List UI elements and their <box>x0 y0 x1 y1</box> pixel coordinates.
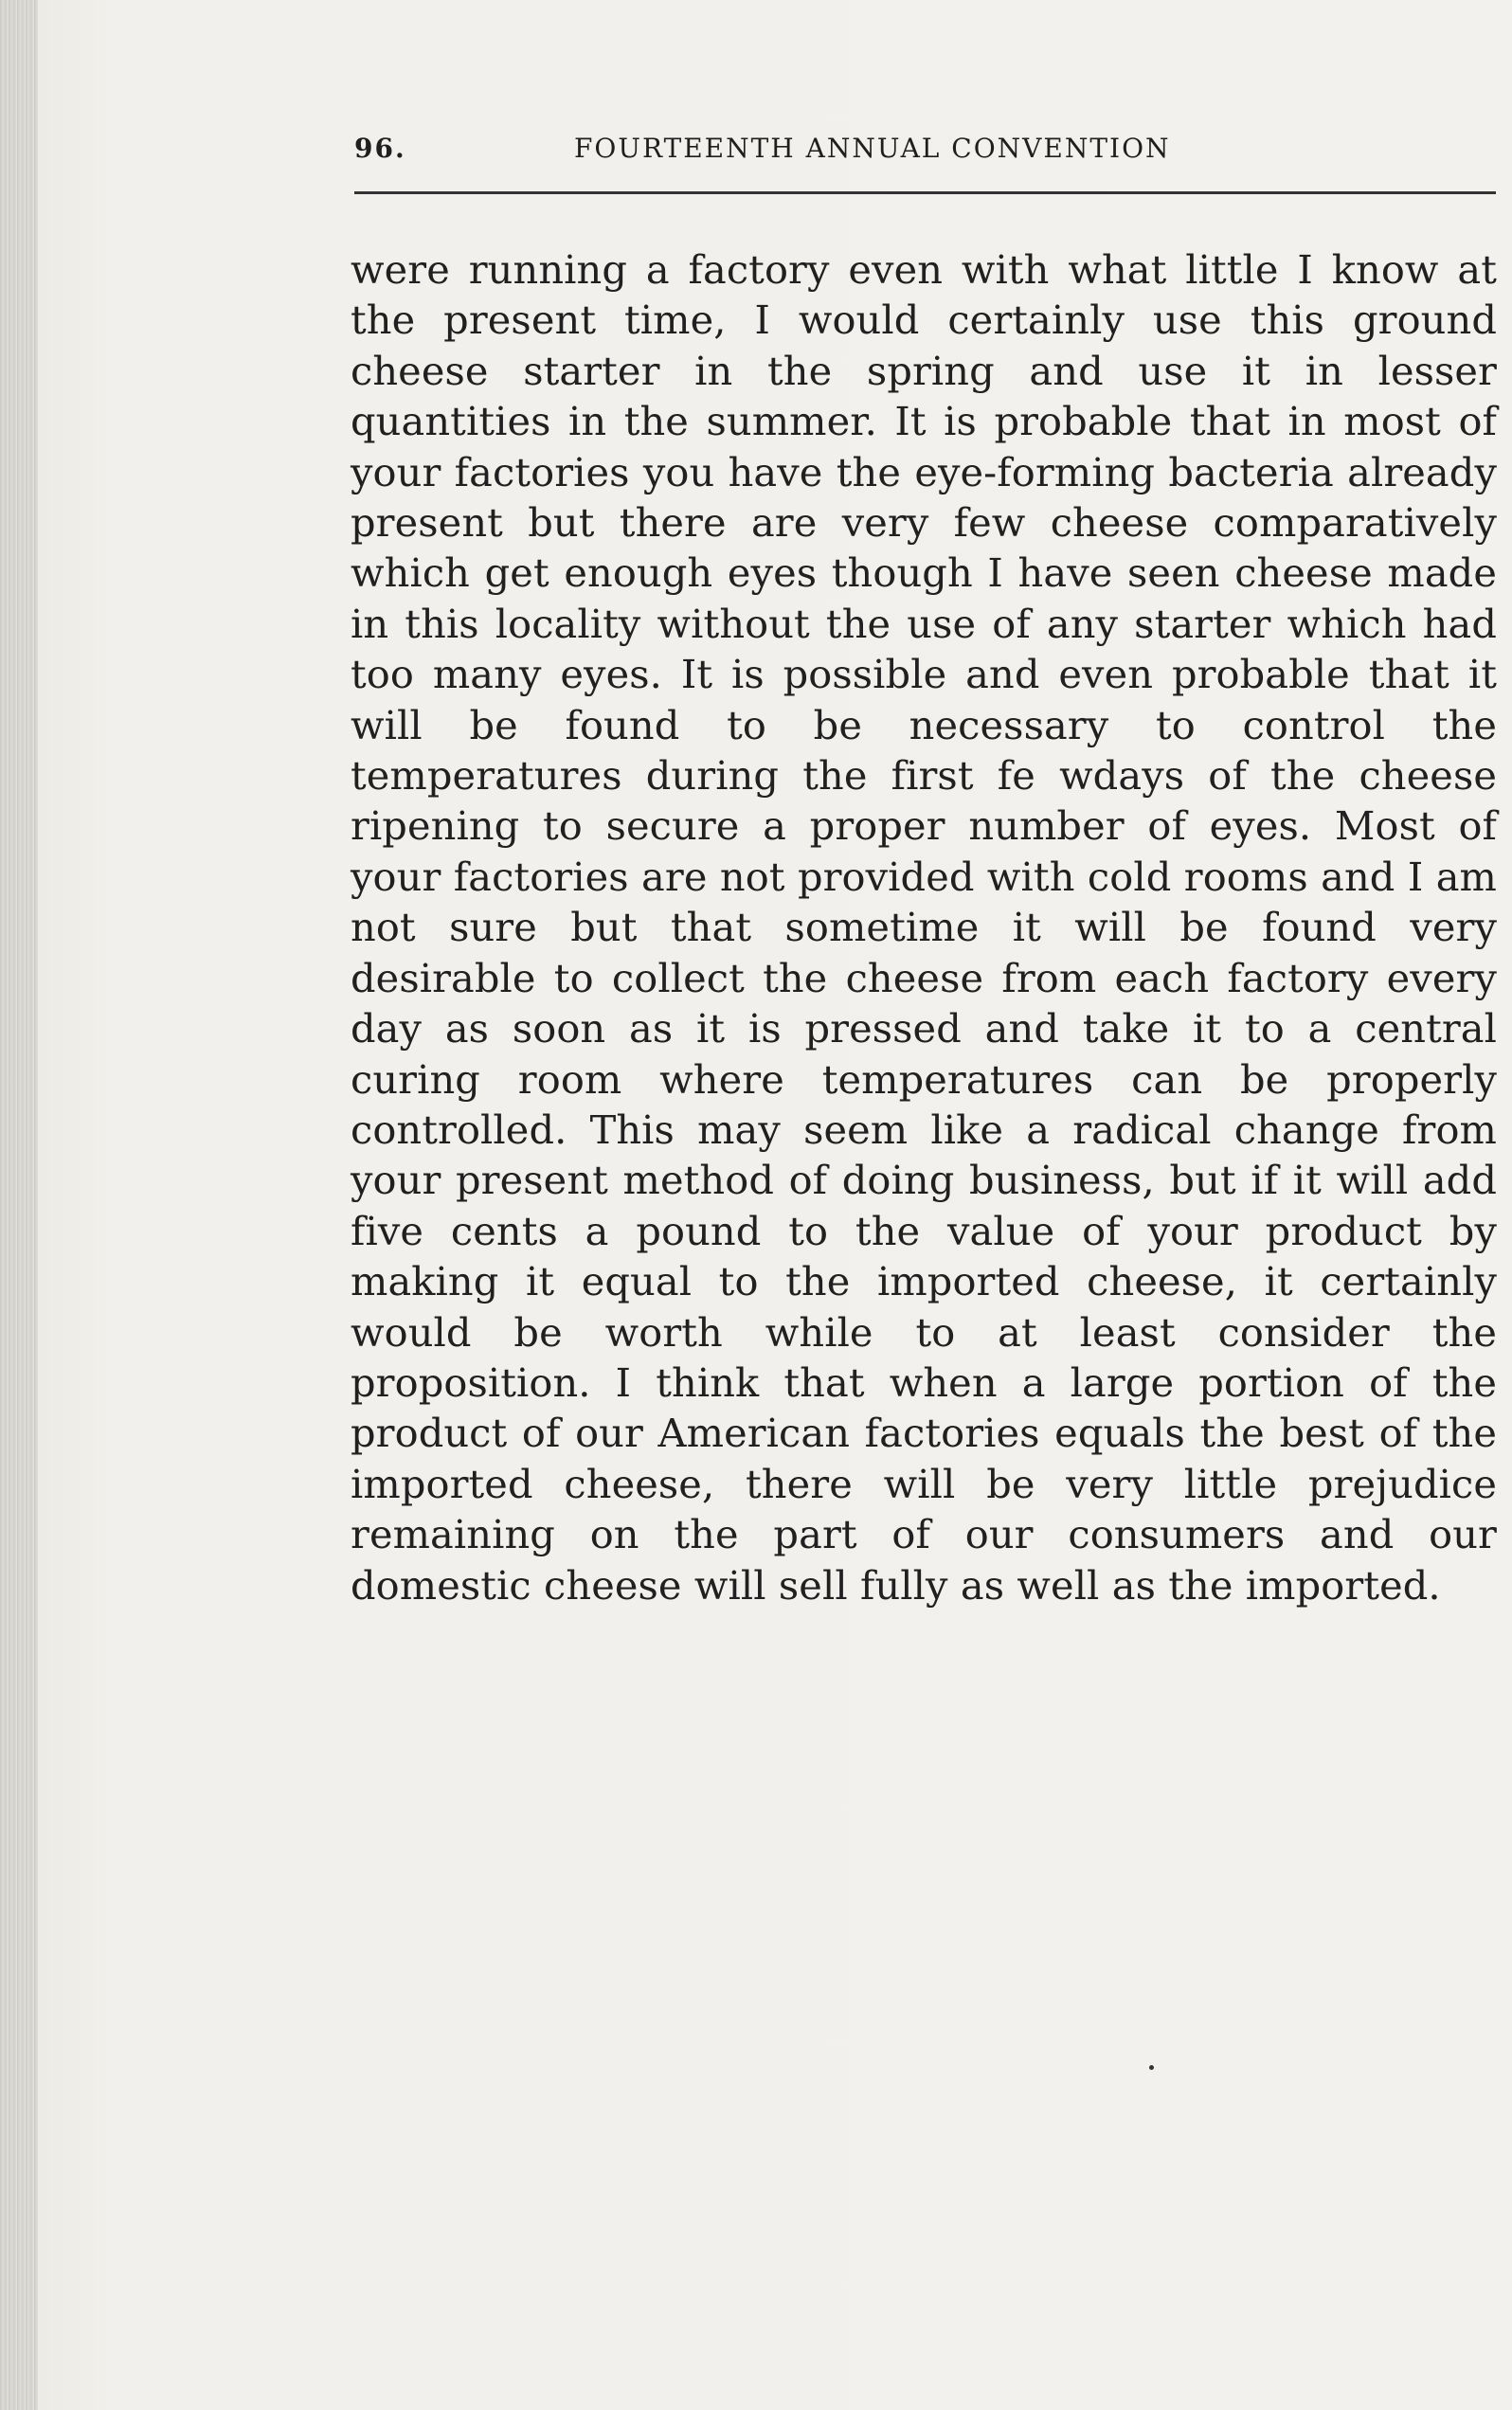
print-speck <box>1149 2065 1154 2070</box>
running-head-title: FOURTEENTH ANNUAL CONVENTION <box>574 133 1171 164</box>
body-paragraph: were running a factory even with what little I know at the present time, I would certainly use this ground cheese starter in the spring and use it in lesser quantities in the summer. It is probable that in most of your factories you have the eye-forming bacteria already present but there are very few cheese comparatively which get enough eyes though I have seen cheese made in this locality without the use of any starter which had too many eyes. It is possible and even probable that it will be found to be necessary to control the temperatures during the first fe wdays of the cheese ripening to secure a proper number of eyes. Most of your factories are not provided with cold rooms and I am not sure but that sometime it will be found very desirable to collect the cheese from each factory every day as soon as it is pressed and take it to a central curing room where temperatures can be properly controlled. This may seem like a radical change from your present method of doing business, but if it will add five cents a pound to the value of your product by making it equal to the imported cheese, it certainly would be worth while to at least consider the proposition. I think that when a large portion of the product of our American factories equals the best of the imported cheese, there will be very little prejudice remaining on the part of our consumers and our domestic cheese will sell fully as well as the imported. <box>351 246 1497 1609</box>
running-head <box>354 133 1496 189</box>
header-rule <box>354 191 1496 194</box>
page-binding-edge <box>0 0 38 2410</box>
page-number: 96. <box>354 133 406 164</box>
